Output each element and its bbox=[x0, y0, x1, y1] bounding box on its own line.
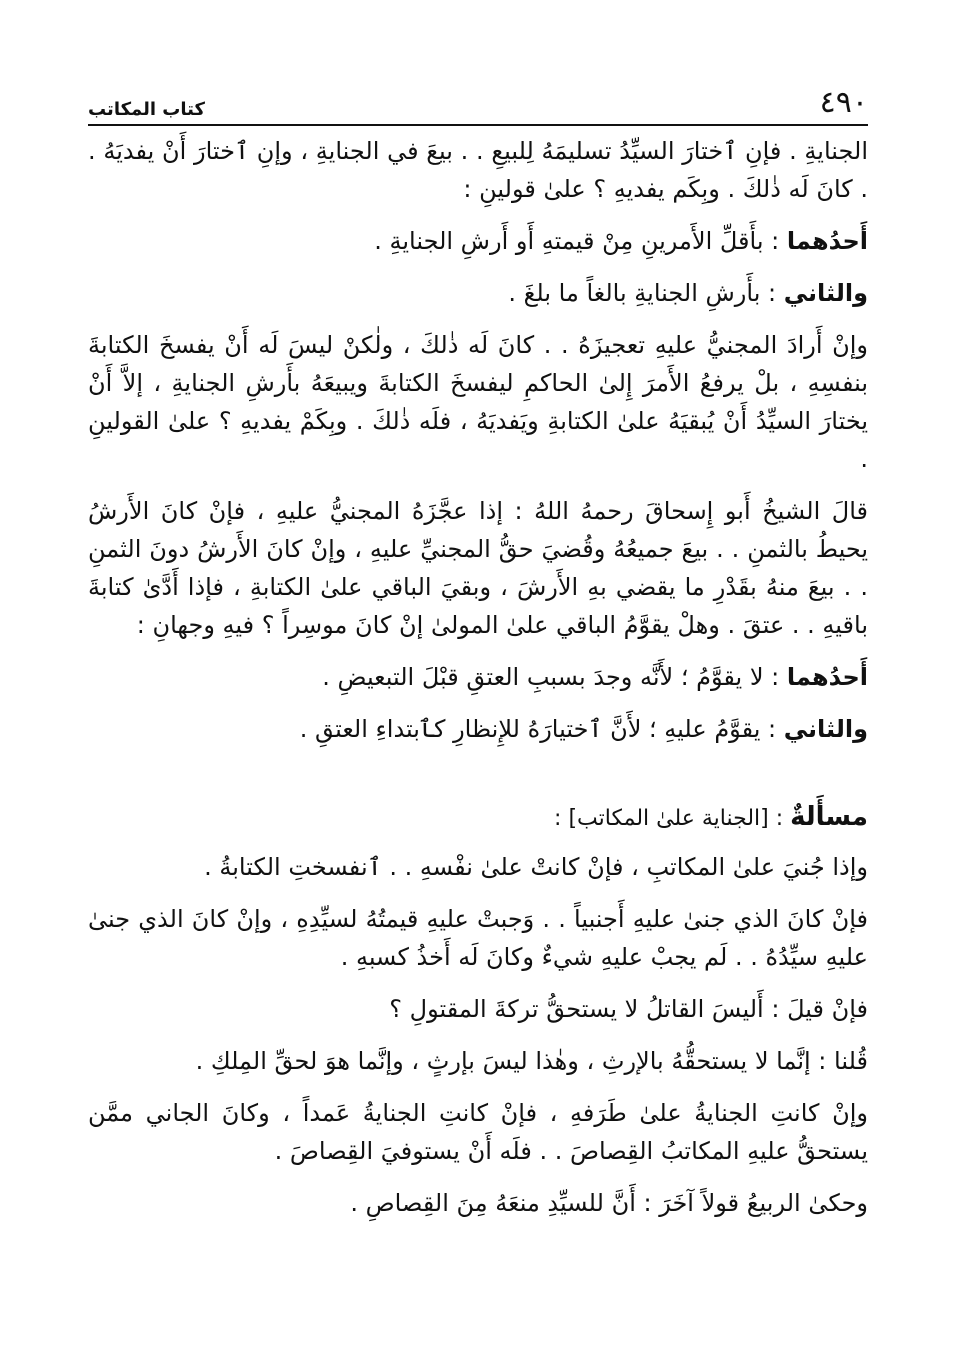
paragraph: وإنْ أَرادَ المجنيُّ عليهِ تعجيزَهُ . . كانَ لَه ذٰلكَ ، ولٰكنْ ليسَ لَه أَنْ يفسخَ الكتابةَ بنفسِهِ ، بلْ يرفعُ الأَمرَ إِلىٰ الحاكمِ ليفسخَ الكتابةَ ويبيعَهُ بأَرشِ الجنايةِ ، إلاَّ أَنْ يختارَ السيِّدُ أَنْ يُبقيَهُ علىٰ الكتابةِ ويَفديَهُ ، فلَه ذٰلكَ . وبِكَمْ يفديهِ ؟ علىٰ القولينِ . bbox=[88, 331, 868, 473]
masala-heading bbox=[88, 798, 868, 838]
paragraph: فإنْ كانَ الذي جنىٰ عليهِ أَجنبياً . . وَجبتْ عليهِ قيمتُهُ لسيِّدِهِ ، وإنْ كانَ الذي جنىٰ عليهِ سيِّدُهُ . . لَم يجبْ عليهِ شيءٌ وكانَ لَه أَخذُ كسبهِ . bbox=[88, 905, 868, 971]
masala-label: مسأَلةٌ bbox=[790, 802, 868, 832]
section-gap bbox=[88, 762, 868, 798]
opinion-text: : بأَرشِ الجنايةِ بالغاً ما بلغَ . bbox=[508, 279, 784, 307]
paragraph-second-opinion bbox=[88, 274, 868, 312]
page-header bbox=[88, 80, 868, 126]
paragraph-second-view bbox=[88, 710, 868, 748]
paragraph: وإنْ كانتِ الجنايةُ علىٰ طَرَفهِ ، فإنْ كانتِ الجنايةُ عَمداً ، وكانَ الجاني ممَّن يستحقُّ عليهِ المكاتبُ القِصاصَ . . فلَه أَنْ يستوفيَ القِصاصَ . bbox=[88, 1099, 868, 1165]
paragraph-first-opinion bbox=[88, 222, 868, 260]
paragraph: فإنْ قيلَ : أَليسَ القاتلُ لا يستحقُّ تركةَ المقتولِ ؟ bbox=[389, 995, 868, 1023]
paragraph: قُلنا : إنَّما لا يستحقُّهُ بالإرثِ ، وهٰذا ليسَ بإرثٍ ، وإنَّما هوَ لحقِّ المِلكِ . bbox=[195, 1047, 868, 1075]
view-label: أَحدُهما bbox=[786, 663, 868, 691]
paragraph: وإذا جُنيَ علىٰ المكاتبِ ، فإنْ كانتْ علىٰ نفْسهِ . . ٱنفسختِ الكتابةُ . bbox=[204, 853, 868, 881]
view-label: والثاني bbox=[783, 715, 868, 743]
paragraph: قالَ الشيخُ أَبو إِسحاقَ رحمهُ اللهُ : إذا عجَّزَهُ المجنيُّ عليهِ ، فإنْ كانَ الأَرشُ يحيطُ بالثمنِ . . بيعَ جميعُهُ وقُضيَ حقُّ المجنيِّ عليهِ ، وإنْ كانَ الأَرشُ دونَ الثمنِ . . بيعَ منهُ بقَدْرِ ما يقضي بهِ الأَرشَ ، وبقيَ الباقي علىٰ الكتابةِ ، فإذا أَدَّىٰ كتابةَ باقيهِ . . عتقَ . وهلْ يقوَّمُ الباقي علىٰ المولىٰ إنْ كانَ موسِراً ؟ فيهِ وجهانِ : bbox=[88, 497, 868, 639]
paragraph: الجنايةِ . فإنِ ٱختارَ السيِّدُ تسليمَهُ لِلبيعِ . . بيعَ في الجنايةِ ، وإنِ ٱختارَ أَنْ يفديَهُ . . كانَ لَه ذٰلكَ . وبِكَم يفديهِ ؟ علىٰ قولينِ : bbox=[88, 137, 868, 203]
view-text: : يقوَّمُ عليهِ ؛ لأَنَّ ٱختيارَهُ للإِنظارِ كٱبتداءِ العتقِ . bbox=[299, 715, 784, 743]
page-number: ٤٩٠ bbox=[819, 85, 868, 120]
opinion-text: : بأَقلِّ الأَمرينِ مِنْ قيمتهِ أَو أَرشِ الجنايةِ . bbox=[374, 227, 787, 255]
paragraph: وحكىٰ الربيعُ قولاً آخَرَ : أَنَّ للسيِّدِ منعَهُ مِنَ القِصاصِ . bbox=[350, 1189, 868, 1217]
page-body bbox=[88, 132, 868, 1236]
opinion-label: والثاني bbox=[783, 279, 868, 307]
masala-title: : [الجناية علىٰ المكاتب] : bbox=[554, 806, 791, 831]
opinion-label: أَحدُهما bbox=[786, 227, 868, 255]
view-text: : لا يقوَّمُ ؛ لأَنَّه وجدَ بسببِ العتقِ قبْلَ التبعيضِ . bbox=[322, 663, 787, 691]
paragraph-first-view bbox=[88, 658, 868, 696]
running-head: كتاب المكاتب bbox=[88, 99, 205, 120]
